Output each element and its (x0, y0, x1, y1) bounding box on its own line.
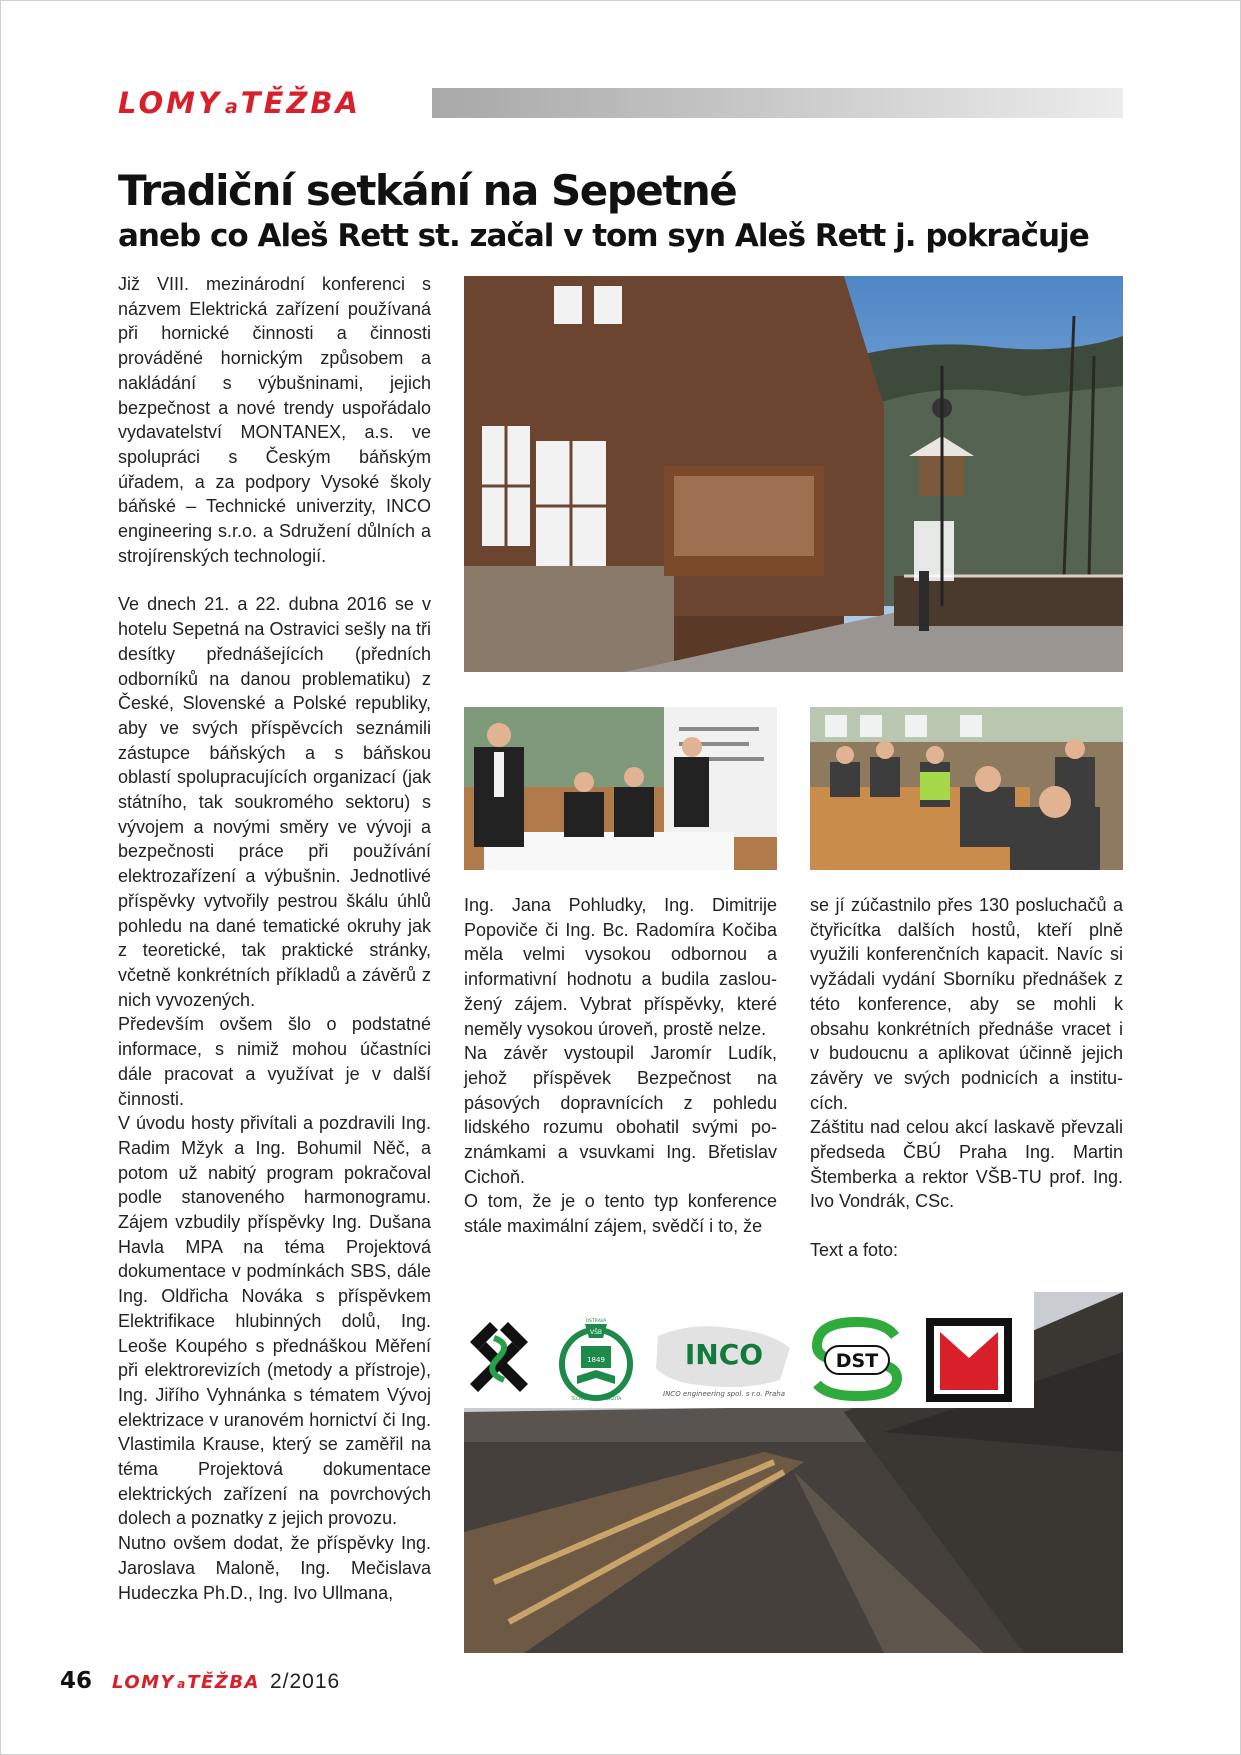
montanex-logo (926, 1318, 1012, 1402)
sponsor-logo-strip (464, 1292, 1034, 1408)
vsb-ring-label: TECHNICKÁ UNIVERZITA (570, 1396, 622, 1401)
hotel-sepetna-photo (464, 276, 1123, 672)
magazine-masthead (118, 86, 361, 120)
masthead-word-1: LOMY (118, 86, 222, 120)
audience-photo (810, 707, 1123, 870)
lecture-photo (464, 707, 777, 870)
footer-magazine-name (112, 1672, 260, 1693)
mining-hammers-logo (464, 1320, 534, 1398)
footer-brand-word-2: a (177, 1677, 186, 1691)
paragraph: Především ovšem šlo o podstatné informace, s nimiž mohou účastníci dále pracovat a využívat je v další činnosti. (118, 1014, 431, 1109)
text-column-3 (810, 893, 1123, 1263)
vsb-tu-ostrava-emblem (559, 1314, 633, 1404)
paragraph: O tom, že je o tento typ konference stále maximální zájem, svědčí i to, že (464, 1191, 777, 1237)
text-column-1 (118, 272, 431, 1605)
footer-brand-word-1: LOMY (112, 1672, 176, 1693)
footer-brand-word-3: TĚŽBA (187, 1672, 260, 1693)
dst-logo (807, 1316, 907, 1402)
masthead-word-3: TĚŽBA (240, 86, 361, 120)
page-number: 46 (60, 1668, 93, 1694)
inco-engineering-logo (650, 1318, 796, 1402)
vsb-ring-label-b: OSTRAVA (585, 1319, 607, 1324)
text-column-2 (464, 893, 777, 1239)
article-title: Tradiční setkání na Sepetné (118, 166, 737, 215)
dst-wordmark: DST (835, 1350, 879, 1372)
paragraph: se jí zúčastnilo přes 130 posluchačů a čtyřicítka dalších hostů, kteří plně využili konferenčních kapacit. Navíc si vyžádali vydání Sborníku přednášek z této konference, aby se mohli k obsahu konkrétních přednáše vracet i v budoucnu a aplikovat účinně jejich závěry ve svých podnicích a institucích. (810, 895, 1123, 1113)
photo-credit: Text a foto: (810, 1240, 899, 1261)
vsb-year: 1849 (587, 1356, 605, 1364)
article-subtitle: aneb co Aleš Rett st. začal v tom syn Aleš Rett j. pokračuje (118, 218, 1089, 254)
paragraph: Již VIII. mezinárodní konferenci s názvem Elektrická zařízení používaná při hornické činnosti a činnosti prováděné hornickým způsobem a nakládání s výbušninami, jejich bezpečnost a nové trendy uspořádalo vydavatelství MONTANEX, a.s. ve spolupráci s Českým báňským úřadem, a za podpory Vysoké školy báňské – Technické univerzity, INCO engineering s.r.o. a Sdružení důlních a strojírenských technologií. (118, 274, 431, 566)
masthead-word-2: a (224, 96, 238, 118)
paragraph: Nutno ovšem dodat, že příspěvky Ing. Jaroslava Maloně, Ing. Mečislava Hudeczka Ph.D., Ing. Ivo Ullmana, (118, 1533, 431, 1603)
paragraph: Ing. Jana Pohludky, Ing. Dimitrije Popoviče či Ing. Bc. Radomíra Kočiba měla velmi vysokou odbornou a informativní hodnotu a budila zasloužený zájem. Vybrat příspěvky, které neměly vysokou úroveň, prostě nelze. (464, 895, 777, 1039)
paragraph: Záštitu nad celou akcí laskavě převzali předseda ČBÚ Praha Ing. Martin Štemberka a rektor VŠB-TU prof. Ing. Ivo Vondrák, CSc. (810, 1117, 1123, 1212)
paragraph: V úvodu hosty přivítali a pozdravili Ing. Radim Mžyk a Ing. Bohumil Něč, a potom už nabitý program pokračoval podle stanoveného harmonogramu. Zájem vzbudily příspěvky Ing. Dušana Havla MPA na téma Projektová dokumentace v podmínkách SBS, dále Ing. Oldřicha Nováka s příspěvkem Elektrifikace hlubinných dolů, Ing. Leoše Koupého s přednáškou Měření při elektrorevizích (metody a přístroje), Ing. Jiřího Vyhnánka s tématem Vývoj elektrizace v uranovém hornictví či Ing. Vlastimila Krause, který se zaměřil na téma Projektová dokumentace elektrických zařízení na povrchových dolech a poznatky z jejich provozu. (118, 1113, 431, 1529)
paragraph: Na závěr vystoupil Jaromír Ludík, jehož příspěvek Bezpečnost na pásových dopravnících z pohledu lidského rozumu obohatil svými poznámkami a vsuvkami Ing. Břetislav Cichoň. (464, 1043, 777, 1187)
inco-caption: INCO engineering spol. s r.o. Praha (663, 1390, 785, 1398)
inco-wordmark: INCO (684, 1338, 764, 1371)
header-gradient-bar (432, 88, 1123, 118)
page-footer (60, 1668, 340, 1694)
vsb-top-label: VŠB (589, 1329, 603, 1336)
issue-number: 2/2016 (269, 1670, 341, 1693)
paragraph: Ve dnech 21. a 22. dubna 2016 se v hotelu Sepetná na Ostravici sešly na tři desítky přednášejících (předních odborníků na danou problematiku) z České, Slovenské a Polské republiky, aby ve svých příspěvcích seznámili zástupce báňských a s báňskou oblastí spolupracujících organizací (jak státního, tak soukromého sektoru) s vývojem a novými směry ve vývoji a bezpečnosti práce při používání elektrozařízení a výbušnin. Jednotlivé příspěvky vytvořily pestrou škálu úhlů pohledu na dané tematické okruhy jak z teoretické, tak praktické stránky, včetně konkrétních příkladů a závěrů z nich vyvozených. (118, 594, 431, 1010)
